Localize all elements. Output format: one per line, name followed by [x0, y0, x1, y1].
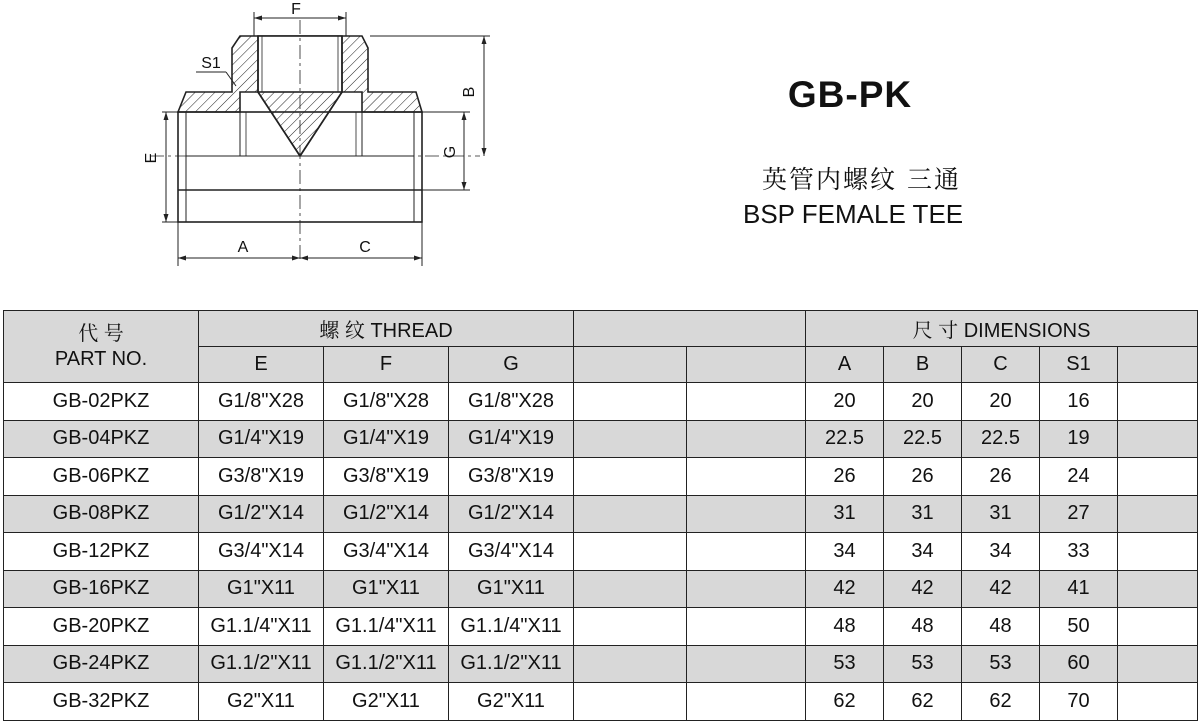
- dim-a-cell: 62: [806, 683, 884, 721]
- thread-g-cell: G1.1/2"X11: [449, 645, 574, 683]
- dim-c-cell: 48: [962, 608, 1040, 646]
- col-blank-1: [574, 347, 687, 383]
- dim-b-cell: 31: [884, 495, 962, 533]
- blank-header: [574, 311, 806, 347]
- thread-g-cell: G3/4"X14: [449, 533, 574, 571]
- part-no-cell: GB-32PKZ: [4, 683, 199, 721]
- blank-cell: [574, 533, 687, 571]
- dim-c-cell: 53: [962, 645, 1040, 683]
- dim-a-cell: 22.5: [806, 420, 884, 458]
- dim-b-cell: 34: [884, 533, 962, 571]
- part-no-cell: GB-02PKZ: [4, 383, 199, 421]
- label-c: C: [359, 239, 371, 256]
- col-c: C: [962, 347, 1040, 383]
- table-row: [4, 458, 1198, 496]
- blank-cell: [1118, 495, 1198, 533]
- blank-cell: [687, 683, 806, 721]
- dim-s1-cell: 27: [1040, 495, 1118, 533]
- dim-s1-cell: 50: [1040, 608, 1118, 646]
- thread-f-cell: G1/8"X28: [324, 383, 449, 421]
- page-title: GB-PK: [787, 74, 913, 115]
- thread-f-cell: G2"X11: [324, 683, 449, 721]
- part-no-cell: GB-20PKZ: [4, 608, 199, 646]
- thread-e-cell: G1.1/4"X11: [199, 608, 324, 646]
- col-b: B: [884, 347, 962, 383]
- thread-f-cell: G1/2"X14: [324, 495, 449, 533]
- thread-e-cell: G1/4"X19: [199, 420, 324, 458]
- dim-c-cell: 31: [962, 495, 1040, 533]
- dim-b-cell: 62: [884, 683, 962, 721]
- part-no-en: PART NO.: [54, 347, 148, 370]
- blank-cell: [574, 683, 687, 721]
- blank-cell: [687, 458, 806, 496]
- dim-c-cell: 20: [962, 383, 1040, 421]
- label-g: G: [442, 145, 459, 159]
- table-row: [4, 683, 1198, 721]
- thread-g-cell: G1/8"X28: [449, 383, 574, 421]
- thread-g-cell: G1.1/4"X11: [449, 608, 574, 646]
- dim-b-cell: 42: [884, 570, 962, 608]
- dim-a-cell: 34: [806, 533, 884, 571]
- dim-a-cell: 42: [806, 570, 884, 608]
- blank-cell: [574, 570, 687, 608]
- thread-e-cell: G1"X11: [199, 570, 324, 608]
- thread-f-cell: G3/4"X14: [324, 533, 449, 571]
- label-f: F: [291, 1, 301, 18]
- table-row: [4, 608, 1198, 646]
- dim-b-cell: 53: [884, 645, 962, 683]
- dimensions-header: 尺 寸 DIMENSIONS: [806, 311, 1198, 347]
- table-row: [4, 645, 1198, 683]
- label-b: B: [461, 86, 478, 98]
- blank-cell: [1118, 608, 1198, 646]
- blank-cell: [574, 458, 687, 496]
- subtitle-english: BSP FEMALE TEE: [743, 199, 964, 229]
- col-g: G: [449, 347, 574, 383]
- dim-c-cell: 42: [962, 570, 1040, 608]
- dim-s1-cell: 41: [1040, 570, 1118, 608]
- blank-cell: [1118, 645, 1198, 683]
- thread-g-cell: G2"X11: [449, 683, 574, 721]
- dim-b-cell: 22.5: [884, 420, 962, 458]
- dim-s1-cell: 24: [1040, 458, 1118, 496]
- part-no-cell: GB-08PKZ: [4, 495, 199, 533]
- dim-s1-cell: 16: [1040, 383, 1118, 421]
- dim-s1-cell: 70: [1040, 683, 1118, 721]
- col-a: A: [806, 347, 884, 383]
- thread-f-cell: G1.1/2"X11: [324, 645, 449, 683]
- thread-f-cell: G1/4"X19: [324, 420, 449, 458]
- blank-cell: [574, 645, 687, 683]
- dim-a-cell: 48: [806, 608, 884, 646]
- blank-cell: [687, 383, 806, 421]
- part-no-cn: 代 号: [78, 322, 124, 345]
- part-no-cell: GB-16PKZ: [4, 570, 199, 608]
- blank-cell: [1118, 420, 1198, 458]
- dim-s1-cell: 19: [1040, 420, 1118, 458]
- blank-cell: [574, 420, 687, 458]
- col-blank-3: [1118, 347, 1198, 383]
- part-no-header: [4, 311, 199, 383]
- blank-cell: [687, 495, 806, 533]
- subtitle-chinese: 英管内螺纹 三通: [762, 165, 961, 194]
- blank-cell: [1118, 533, 1198, 571]
- col-blank-2: [687, 347, 806, 383]
- thread-g-cell: G1"X11: [449, 570, 574, 608]
- dim-s1-cell: 60: [1040, 645, 1118, 683]
- thread-e-cell: G3/4"X14: [199, 533, 324, 571]
- col-f: F: [324, 347, 449, 383]
- blank-cell: [574, 383, 687, 421]
- table-row: [4, 533, 1198, 571]
- dim-c-cell: 34: [962, 533, 1040, 571]
- label-s1: S1: [201, 55, 221, 72]
- blank-cell: [1118, 458, 1198, 496]
- label-a: A: [237, 239, 249, 256]
- blank-cell: [687, 420, 806, 458]
- col-s1: S1: [1040, 347, 1118, 383]
- thread-g-cell: G3/8"X19: [449, 458, 574, 496]
- blank-cell: [687, 645, 806, 683]
- thread-f-cell: G3/8"X19: [324, 458, 449, 496]
- blank-cell: [687, 533, 806, 571]
- blank-cell: [574, 608, 687, 646]
- dim-a-cell: 53: [806, 645, 884, 683]
- thread-g-cell: G1/2"X14: [449, 495, 574, 533]
- blank-cell: [574, 495, 687, 533]
- blank-cell: [687, 608, 806, 646]
- dim-c-cell: 62: [962, 683, 1040, 721]
- label-e: E: [143, 152, 160, 164]
- table-row: [4, 420, 1198, 458]
- thread-e-cell: G1.1/2"X11: [199, 645, 324, 683]
- blank-cell: [1118, 383, 1198, 421]
- header-row-1: [4, 311, 1198, 347]
- dim-b-cell: 48: [884, 608, 962, 646]
- dim-c-cell: 26: [962, 458, 1040, 496]
- thread-e-cell: G1/8"X28: [199, 383, 324, 421]
- thread-e-cell: G1/2"X14: [199, 495, 324, 533]
- spec-table: [3, 310, 1198, 721]
- part-no-cell: GB-04PKZ: [4, 420, 199, 458]
- blank-cell: [687, 570, 806, 608]
- part-no-cell: GB-06PKZ: [4, 458, 199, 496]
- dim-s1-cell: 33: [1040, 533, 1118, 571]
- part-no-cell: GB-12PKZ: [4, 533, 199, 571]
- dim-b-cell: 26: [884, 458, 962, 496]
- thread-g-cell: G1/4"X19: [449, 420, 574, 458]
- dim-a-cell: 31: [806, 495, 884, 533]
- thread-f-cell: G1.1/4"X11: [324, 608, 449, 646]
- dim-a-cell: 26: [806, 458, 884, 496]
- table-row: [4, 495, 1198, 533]
- tee-fitting-drawing: [0, 0, 520, 280]
- blank-cell: [1118, 683, 1198, 721]
- dim-c-cell: 22.5: [962, 420, 1040, 458]
- thread-e-cell: G3/8"X19: [199, 458, 324, 496]
- dim-b-cell: 20: [884, 383, 962, 421]
- thread-f-cell: G1"X11: [324, 570, 449, 608]
- table-row: [4, 383, 1198, 421]
- col-e: E: [199, 347, 324, 383]
- thread-e-cell: G2"X11: [199, 683, 324, 721]
- part-no-cell: GB-24PKZ: [4, 645, 199, 683]
- blank-cell: [1118, 570, 1198, 608]
- dim-a-cell: 20: [806, 383, 884, 421]
- table-row: [4, 570, 1198, 608]
- thread-header: 螺 纹 THREAD: [199, 311, 574, 347]
